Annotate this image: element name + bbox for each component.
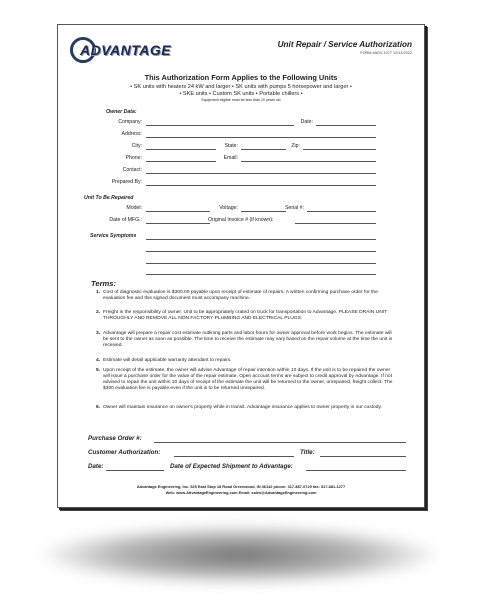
date-field[interactable] [316, 125, 376, 126]
date-mfg-field[interactable] [146, 223, 210, 224]
symptoms-line-3[interactable] [146, 263, 376, 264]
signoff-date-label: Date: [88, 463, 104, 470]
symptoms-heading: Service Symptoms [90, 233, 137, 239]
footer-address: Advantage Engineering, Inc. 525 East Stop 18 Road Greenwood, IN 46142 phone: 317-887-0729 fax: 317-881-1277 [136, 484, 346, 489]
term-number: 3. [96, 331, 101, 336]
address-label: Address: [121, 131, 142, 137]
terms-heading: Terms: [91, 279, 117, 288]
email-field[interactable] [241, 161, 376, 162]
state-field[interactable] [241, 149, 286, 150]
term-text: Advantage will prepare a repair cost estimate outlining parts and labor hours for owner approval before work begins. The estimate will be sent to the owner as soon as possible. The time to receive the estimate may vary based on the repair volume at the time the unit is received. [103, 331, 393, 349]
applies-line-2: • SKE units • Custom SK units • Portable chillers • [179, 91, 303, 97]
term-text: Freight is the responsibility of owner. Unit to be appropriately crated on truck for transportation to Advantage. PLEASE DRAIN UNIT THROUGHLY AND REMOVE ALL NON FACTORY PLUMBING AND ELECTRICAL PLUGS. [103, 310, 387, 322]
term-number: 1. [96, 290, 101, 295]
prepared-by-field[interactable] [146, 185, 376, 186]
company-field[interactable] [146, 125, 294, 126]
form-number: FORM #ADV-1077 12/14/2022 [360, 51, 412, 55]
term-text: Owner will maintain insurance on owner's property while in transit. Advantage insurance applies to owner property in our custody. [103, 405, 382, 410]
phone-label: Phone: [125, 155, 142, 161]
serial-label: Serial #: [284, 205, 304, 211]
form-sheet [57, 24, 425, 508]
customer-auth-label: Customer Authorization: [88, 449, 161, 456]
title-field[interactable] [320, 456, 406, 457]
voltage-field[interactable] [241, 211, 286, 212]
expected-ship-label: Date of Expected Shipment to Advantage: [170, 463, 293, 470]
symptoms-line-1[interactable] [146, 239, 376, 240]
expected-ship-field[interactable] [306, 470, 406, 471]
po-field[interactable] [154, 442, 406, 443]
unit-heading: Unit To Be Repaired [84, 195, 134, 201]
city-label: City: [131, 143, 142, 149]
invoice-label: Original Invoice # (if known): [208, 217, 274, 223]
term-item [96, 310, 396, 322]
applies-line-3: Equipment eligible must be less than 10 years old [201, 98, 281, 102]
term-number: 2. [96, 310, 101, 315]
company-label: Company: [118, 119, 142, 125]
form-header [58, 25, 424, 65]
contact-field[interactable] [146, 173, 376, 174]
term-number: 4. [96, 358, 101, 363]
term-text: Upon receipt of the estimate, the owner will advise Advantage of repair intention within 10 days. If the unit is to be repaired the owner will issue a purchase order for the value of the repair estimate. Open account terms are subject to credit approval by Advantage. If not advised to repair the unit within 10 days of receipt of the estimate the unit will be returned to the owner, unrepaired, freight collect. The $300 evaluation fee is payable even if the unit is to be returned unrepaired. [103, 368, 393, 392]
po-label: Purchase Order #: [88, 435, 142, 442]
date-mfg-label: Date of MFG.: [109, 217, 142, 223]
term-item [96, 368, 396, 392]
email-label: Email: [223, 155, 238, 161]
applies-line-1: • SK units with heaters 24 kW and larger • SK units with pumps 5 horsepower and larger • [130, 84, 352, 90]
term-item [96, 358, 396, 364]
city-field[interactable] [146, 149, 216, 150]
phone-field[interactable] [146, 161, 216, 162]
model-label: Model: [126, 205, 142, 211]
signoff-date-field[interactable] [106, 470, 164, 471]
serial-field[interactable] [307, 211, 376, 212]
owner-data-heading: Owner Data: [106, 109, 137, 115]
applies-title: This Authorization Form Applies to the Following Units [144, 73, 338, 82]
state-label: State: [224, 143, 238, 149]
invoice-field[interactable] [295, 223, 376, 224]
footer-contact: Web: www.AdvantageEngineering.com Email: sales@AdvantageEngineering.com [165, 490, 317, 495]
title-label: Title: [300, 449, 315, 456]
contact-label: Contact: [122, 167, 142, 173]
date-label: Date: [300, 119, 313, 125]
symptoms-line-2[interactable] [146, 251, 376, 252]
term-item [96, 331, 396, 349]
term-item [96, 290, 396, 302]
prepared-by-label: Prepared By: [111, 179, 142, 185]
model-field[interactable] [146, 211, 210, 212]
term-text: Estimate will detail applicable warranty attendant to repairs. [103, 358, 232, 363]
term-number: 5. [96, 368, 101, 373]
term-text: Cost of diagnostic evaluation is $300.00 payable upon receipt of estimate of repairs. A written confirming purchase order for the evaluation fee and this signed document must accompany machine. [103, 290, 378, 302]
logo-text: ADVANTAGE [80, 42, 172, 58]
address-field[interactable] [146, 137, 376, 138]
term-item [96, 405, 396, 411]
voltage-label: Voltage: [219, 205, 238, 211]
advantage-logo [70, 39, 188, 61]
symptoms-line-4[interactable] [146, 274, 376, 275]
zip-field[interactable] [303, 149, 376, 150]
customer-auth-field[interactable] [174, 456, 294, 457]
term-number: 6. [96, 405, 101, 410]
form-title: Unit Repair / Service Authorization [277, 40, 412, 49]
zip-label: Zip: [291, 143, 300, 149]
page-shadow [40, 525, 438, 585]
